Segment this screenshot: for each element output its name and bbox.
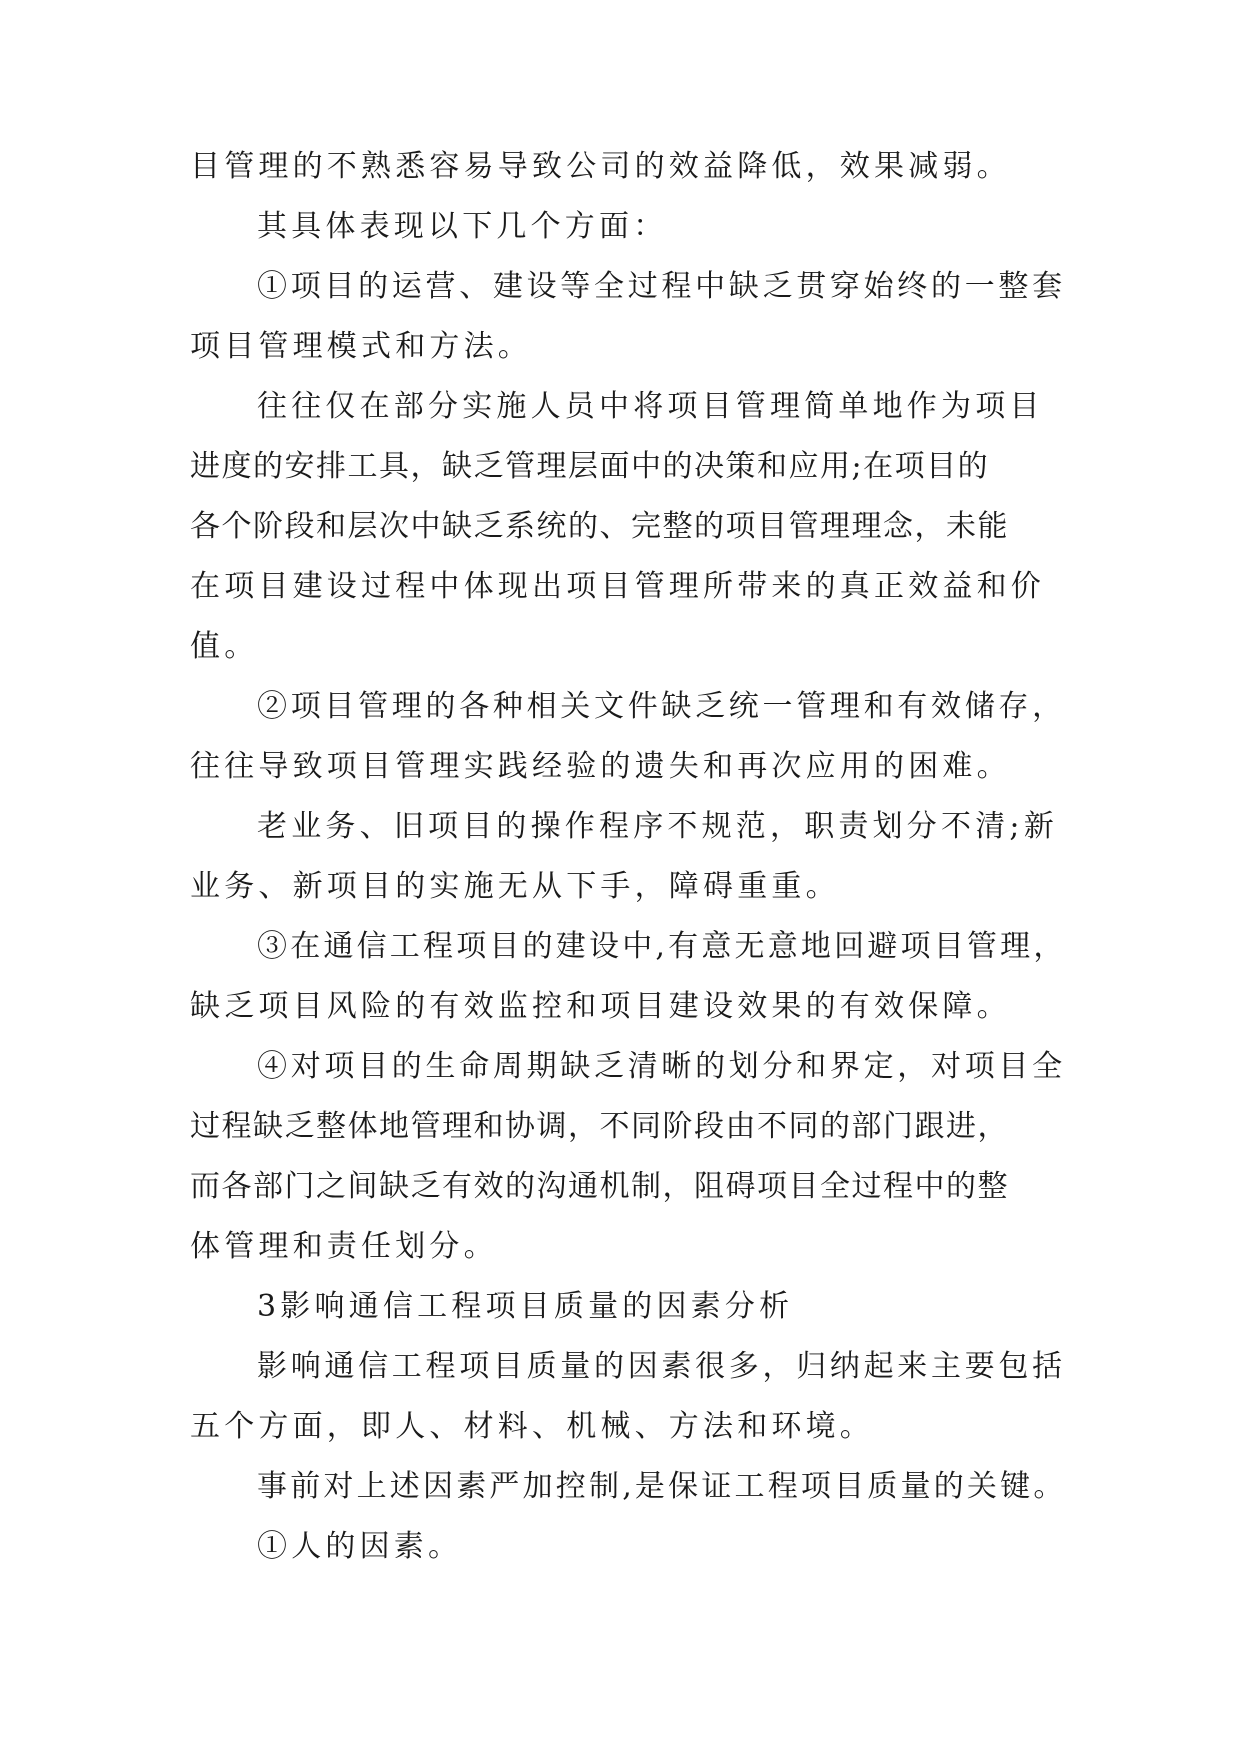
text-line: ①人的因素。 xyxy=(257,1529,463,1564)
text-line: 项目管理模式和方法。 xyxy=(190,329,532,364)
text-line: 缺乏项目风险的有效监控和项目建设效果的有效保障。 xyxy=(190,989,1011,1024)
text-line: ③在通信工程项目的建设中,有意无意地回避项目管理， xyxy=(257,929,1067,964)
text-line: 其具体表现以下几个方面： xyxy=(257,209,668,244)
text-line: 事前对上述因素严加控制,是保证工程项目质量的关键。 xyxy=(257,1469,1067,1504)
text-line: 业务、新项目的实施无从下手，障碍重重。 xyxy=(190,869,840,904)
section-heading: 3影响通信工程项目质量的因素分析 xyxy=(257,1289,794,1324)
text-line: 值。 xyxy=(190,629,259,664)
text-line: 在项目建设过程中体现出项目管理所带来的真正效益和价 xyxy=(190,569,1045,604)
text-line: ①项目的运营、建设等全过程中缺乏贯穿始终的一整套 xyxy=(257,269,1066,304)
text-line: ②项目管理的各种相关文件缺乏统一管理和有效储存， xyxy=(257,689,1066,724)
text-line: 往往导致项目管理实践经验的遗失和再次应用的困难。 xyxy=(190,749,1011,784)
text-line: 老业务、旧项目的操作程序不规范，职责划分不清;新 xyxy=(257,809,1058,844)
text-line: 往往仅在部分实施人员中将项目管理简单地作为项目 xyxy=(257,389,1044,424)
text-line: 进度的安排工具，缺乏管理层面中的决策和应用;在项目的 xyxy=(190,449,990,484)
text-line: 体管理和责任划分。 xyxy=(190,1229,498,1264)
text-line: 影响通信工程项目质量的因素很多，归纳起来主要包括 xyxy=(257,1349,1066,1384)
text-line: ④对项目的生命周期缺乏清晰的划分和界定，对项目全 xyxy=(257,1049,1066,1084)
text-line: 五个方面，即人、材料、机械、方法和环境。 xyxy=(190,1409,874,1444)
text-line: 各个阶段和层次中缺乏系统的、完整的项目管理理念，未能 xyxy=(190,509,1009,544)
text-line: 目管理的不熟悉容易导致公司的效益降低，效果减弱。 xyxy=(190,149,1011,184)
text-line: 过程缺乏整体地管理和协调，不同阶段由不同的部门跟进， xyxy=(190,1109,1009,1144)
text-line: 而各部门之间缺乏有效的沟通机制，阻碍项目全过程中的整 xyxy=(190,1169,1009,1204)
